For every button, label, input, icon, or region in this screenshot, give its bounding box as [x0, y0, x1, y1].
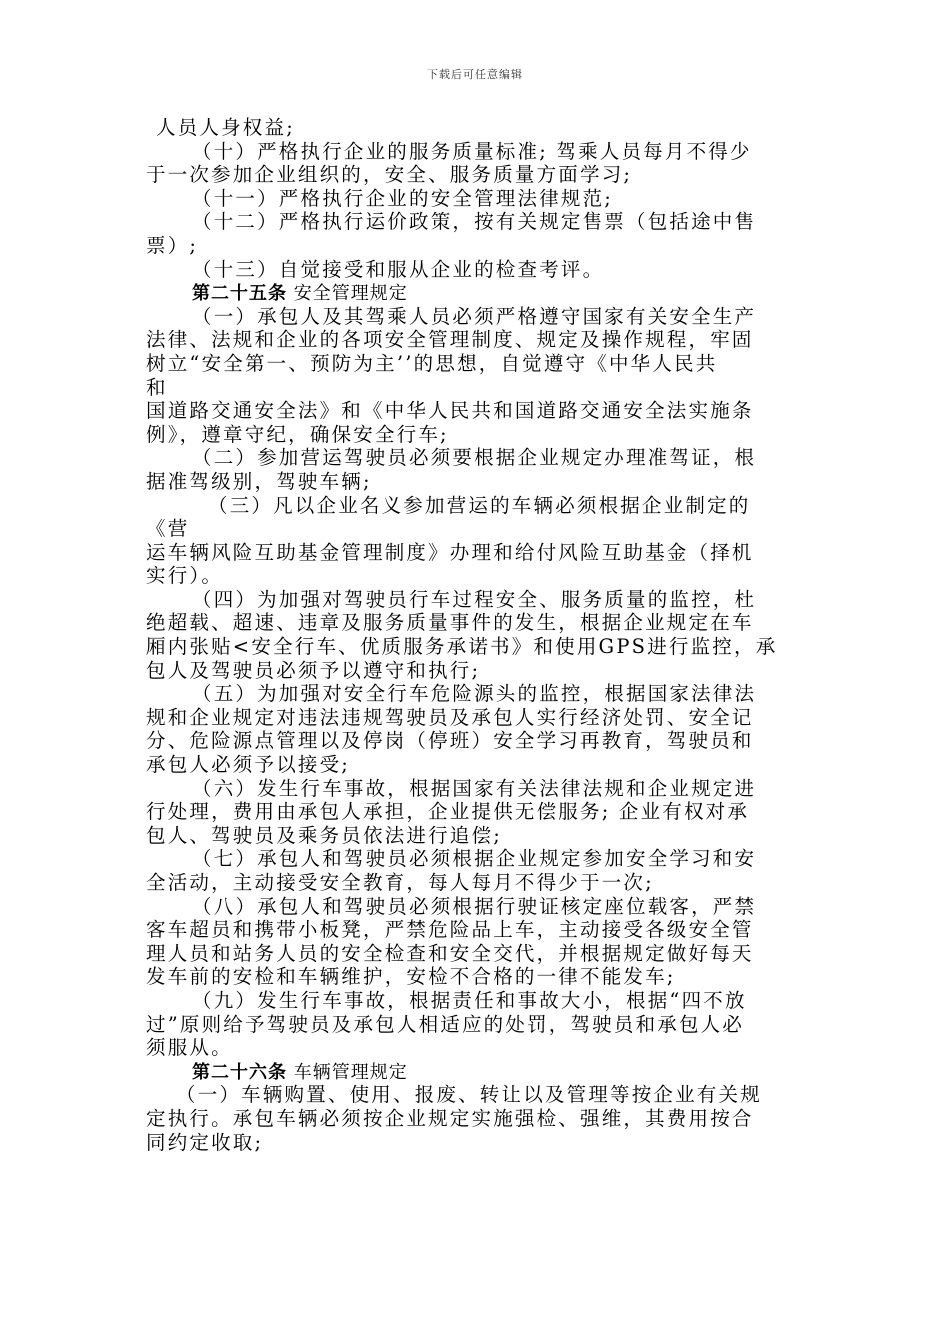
paragraph-line: （八）承包人和驾驶员必须根据行驶证核定座位载客，严禁	[192, 894, 757, 918]
paragraph-line: （十二）严格执行运价政策，按有关规定售票（包括途中售	[192, 210, 757, 234]
paragraph-line: 同约定收取;	[146, 1130, 264, 1154]
paragraph-line: 树立“安全第一、预防为主’’的思想，自觉遵守《中华人民共	[146, 351, 718, 375]
paragraph-line: 绝超载、超速、违章及服务质量事件的发生，根据企业规定在车	[146, 611, 754, 635]
page-header-note: 下载后可任意编辑	[427, 68, 523, 81]
article-number: 第二十五条	[192, 283, 287, 305]
paragraph-line: 票）;	[146, 233, 199, 257]
paragraph-line: （二）参加营运驾驶员必须要根据企业规定办理准驾证，根	[192, 446, 757, 470]
paragraph-line: 据准驾级别，驾驶车辆;	[146, 469, 372, 493]
article-title: 安全管理规定	[287, 283, 408, 305]
paragraph-line: （一）承包人及其驾乘人员必须严格遵守国家有关安全生产	[192, 304, 757, 328]
document-body	[146, 116, 806, 1154]
paragraph-line: 行处理，费用由承包人承担，企业提供无偿服务; 企业有权对承	[146, 800, 750, 824]
paragraph-line: （一）车辆购置、使用、报废、转让以及管理等按企业有关规	[176, 1083, 762, 1107]
paragraph-line: （十一）严格执行企业的安全管理法律规范;	[192, 186, 614, 210]
paragraph-line: 厢内张贴<安全行车、优质服务承诺书》和使用GPS进行监控，承	[146, 635, 778, 659]
paragraph-line: 实行）。	[146, 564, 224, 588]
paragraph-line: （十）严格执行企业的服务质量标准; 驾乘人员每月不得少	[192, 139, 752, 163]
paragraph-line: 运车辆风险互助基金管理制度》办理和给付风险互助基金（择机	[146, 540, 754, 564]
paragraph-line: 理人员和站务人员的安全检查和安全交代，并根据规定做好每天	[146, 941, 754, 965]
paragraph-line: 国道路交通安全法》和《中华人民共和国道路交通安全法实施条	[146, 399, 754, 423]
paragraph-line: 过”原则给予驾驶员及承包人相适应的处罚，驾驶员和承包人必	[146, 1012, 745, 1036]
paragraph-line: 定执行。承包车辆必须按企业规定实施强检、强维，其费用按合	[146, 1106, 754, 1130]
paragraph-line: 人员人身权益;	[156, 116, 295, 139]
paragraph-line: （三）凡以企业名义参加营运的车辆必须根据企业制定的	[208, 493, 751, 517]
paragraph-line: （七）承包人和驾驶员必须根据企业规定参加安全学习和安	[192, 847, 757, 871]
article-heading	[146, 1060, 806, 1084]
paragraph-line: 承包人必须予以接受;	[146, 753, 351, 777]
paragraph-line: 《营	[146, 517, 190, 541]
paragraph-line: 须服从。	[146, 1036, 233, 1060]
article-heading	[146, 281, 806, 305]
article-number: 第二十六条	[192, 1061, 287, 1083]
article-title: 车辆管理规定	[287, 1061, 408, 1083]
paragraph-line: 发车前的安检和车辆维护，安检不合格的一律不能发车;	[146, 965, 676, 989]
paragraph-line: （十三）自觉接受和服从企业的检查考评。	[192, 257, 605, 281]
paragraph-line: 客车超员和携带小板凳，严禁危险品上车，主动接受各级安全管	[146, 918, 754, 942]
paragraph-line: 包人及驾驶员必须予以遵守和执行;	[146, 658, 481, 682]
paragraph-line: 规和企业规定对违法违规驾驶员及承包人实行经济处罚、安全记	[146, 705, 754, 729]
paragraph-line: （五）为加强对安全行车危险源头的监控，根据国家法律法	[192, 682, 757, 706]
paragraph-line: 和	[146, 375, 168, 399]
paragraph-line: 包人、驾驶员及乘务员依法进行追偿;	[146, 823, 502, 847]
paragraph-line: （六）发生行车事故，根据国家有关法律法规和企业规定进	[192, 776, 757, 800]
paragraph-line: 分、危险源点管理以及停岗（停班）安全学习再教育，驾驶员和	[146, 729, 754, 753]
paragraph-line: 于一次参加企业组织的，安全、服务质量方面学习;	[146, 163, 633, 187]
paragraph-line: （九）发生行车事故，根据责任和事故大小，根据“四不放	[192, 988, 747, 1012]
paragraph-line: 法律、法规和企业的各项安全管理制度、规定及操作规程，牢固	[146, 328, 754, 352]
paragraph-line: 例》，遵章守纪，确保安全行车;	[146, 422, 449, 446]
paragraph-line: （四）为加强对驾驶员行车过程安全、服务质量的监控，杜	[192, 587, 757, 611]
paragraph-line: 全活动，主动接受安全教育，每人每月不得少于一次;	[146, 871, 654, 894]
